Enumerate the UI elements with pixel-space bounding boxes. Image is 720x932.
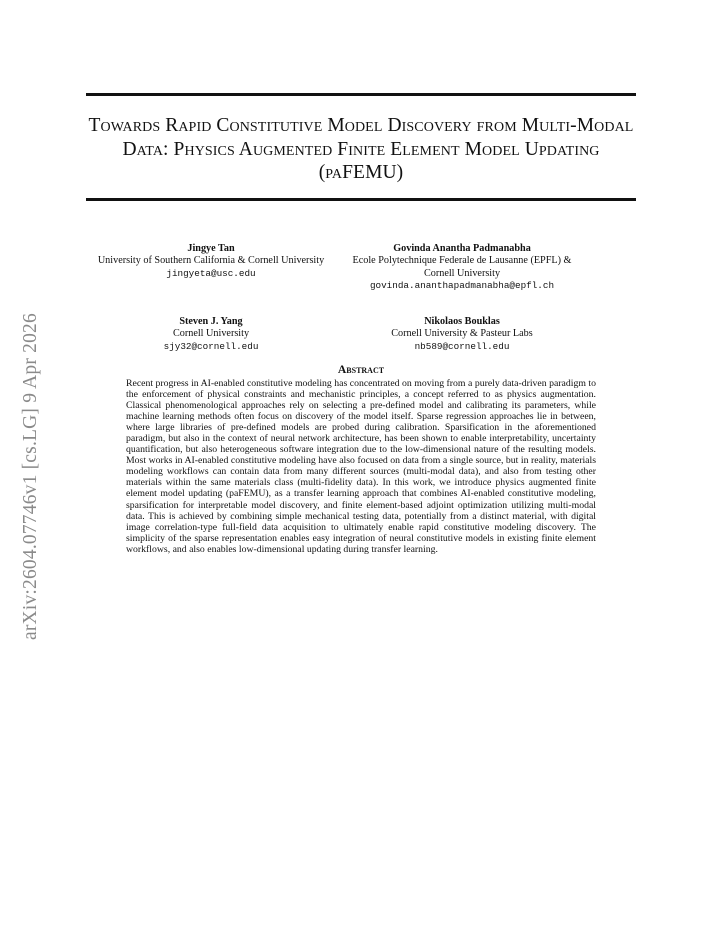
author-affiliation: Ecole Polytechnique Federale de Lausanne (EPFL) & Cornell University [352,255,572,279]
arxiv-identifier: arXiv:2604.07746v1 [cs.LG] 9 Apr 2026 [20,313,41,640]
author-block [96,243,326,280]
title-bottom-rule [86,198,636,201]
title-top-rule [86,93,636,96]
author-name: Govinda Anantha Padmanabha [393,243,531,254]
author-email: govinda.ananthapadmanabha@epfl.ch [369,280,555,292]
author-block [362,316,562,353]
author-affiliation: Cornell University & Pasteur Labs [391,328,533,340]
author-email: sjy32@cornell.edu [163,340,259,352]
author-name: Jingye Tan [187,243,235,254]
author-affiliation: University of Southern California & Cornell University [97,255,325,267]
author-name: Nikolaos Bouklas [424,316,500,327]
author-block [136,316,286,353]
abstract-heading: Abstract [337,363,385,376]
author-email: nb589@cornell.edu [414,340,510,352]
author-email: jingyeta@usc.edu [166,267,256,279]
author-block [337,243,587,293]
paper-title: Towards Rapid Constitutive Model Discovery from Multi-Modal Data: Physics Augmented Finite Element Model Updating (paFEMU) [88,115,634,183]
abstract-text: Recent progress in AI-enabled constitutive modeling has concentrated on moving from a purely data-driven paradigm to the enforcement of physical constraints and mechanistic principles, a concept referred to as physics augmentation. Classical phenomenological approaches rely on selecting a pre-defined model and calibrating its parameters, while machine learning methods often focus on discovery of the model itself. Sparse regression approaches lie in between, where large libraries of pre-defined models are probed during calibration. Sparsification in the aforementioned paradigm, but also in the context of neural network architecture, has been shown to enable interpretability, uncertainty quantification, but also heterogeneous software integration due to the low-dimensional nature of the resulting models. Most works in AI-enabled constitutive modeling have also focused on data from a single source, but in reality, materials modeling workflows can contain data from many different sources (multi-modal data), and also from testing other materials within the same materials class (multi-fidelity data). In this work, we introduce physics augmented finite element model updating (paFEMU), as a transfer learning approach that combines AI-enabled constitutive modeling, sparsification for interpretable model discovery, and finite element-based adjoint optimization utilizing multi-modal data. This is achieved by combining simple mechanical testing data, potentially from a distinct material, with digital image correlation-type full-field data acquisition to ultimately enable rapid constitutive modeling discovery. The simplicity of the sparse representation enables easy integration of neural constitutive models in existing finite element workflows, and also enables low-dimensional updating during transfer learning. [126,378,596,555]
author-affiliation: Cornell University [172,328,250,340]
author-name: Steven J. Yang [179,316,243,327]
